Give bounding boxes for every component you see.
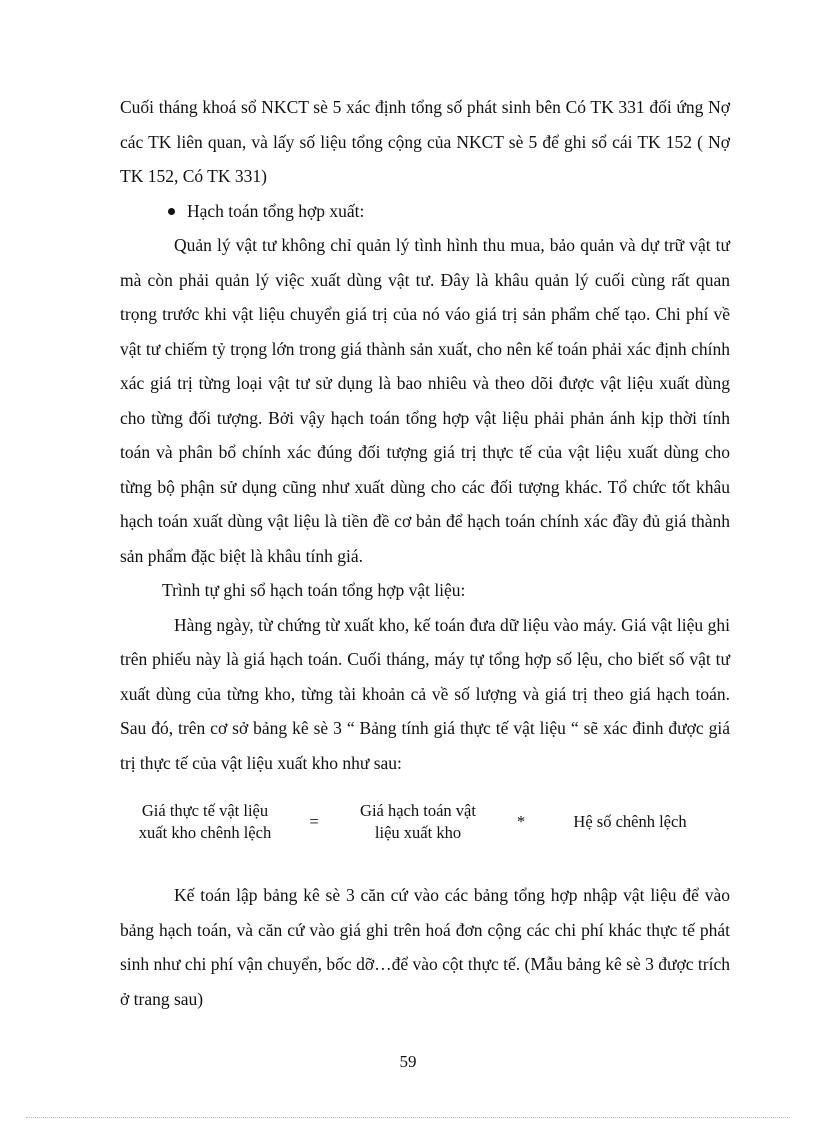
bullet-heading: Hạch toán tổng hợp xuất:	[187, 200, 365, 221]
valuation-formula	[120, 796, 730, 856]
bullet-icon	[168, 208, 175, 215]
paragraph-daily-process: Hàng ngày, từ chứng từ xuất kho, kế toán đưa dữ liệu vào máy. Giá vật liệu ghi trên phiếu này là giá hạch toán. Cuối tháng, máy tự tổng hợp số lệu, cho biết số vật tư xuất dùng của từng kho, từng tài khoản cả về số lượng và giá trị theo giá hạch toán. Sau đó, trên cơ sở bảng kê sè 3 “ Bảng tính giá thực tế vật liệu “ sẽ xác đinh được giá trị thực tế của vật liệu xuất kho như sau:	[120, 614, 730, 773]
formula-left-term	[120, 800, 290, 844]
bullet-item-issue-accounting	[120, 194, 730, 229]
paragraph-statement-3: Kế toán lập bảng kê sè 3 căn cứ vào các bảng tổng hợp nhập vật liệu để vào bảng hạch toán, và căn cứ vào giá ghi trên hoá đơn cộng các chi phí khác thực tế phát sinh như chi phí vận chuyển, bốc dỡ…để vào cột thực tế. (Mẫu bảng kê sè 3 được trích ở trang sau)	[120, 885, 730, 1009]
footer-divider	[26, 1117, 790, 1118]
formula-multiply-sign: *	[516, 812, 526, 831]
paragraph-material-management: Quản lý vật tư không chỉ quản lý tình hình thu mua, bảo quản và dự trữ vật tư mà còn phải quản lý việc xuất dùng vật tư. Đây là khâu quản lý cuối cùng rất quan trọng trước khi vật liệu chuyển giá trị của nó váo giá trị sản phẩm chế tạo. Chi phí về vật tư chiếm tỷ trọng lớn trong giá thành sản xuất, cho nên kế toán phải xác định chính xác giá trị từng loại vật tư sử dụng là bao nhiêu và theo dõi được vật liệu xuất dùng cho từng đối tượng. Bởi vậy hạch toán tổng hợp vật liệu phải phản ánh kịp thời tính toán và phân bổ chính xác đúng đối tượng giá trị thực tế của vật liệu xuất dùng cho từng bộ phận sử dụng cũng như xuất dùng cho các đối tượng khác. Tổ chức tốt khâu hạch toán xuất dùng vật liệu là tiền đề cơ bản để hạch toán chính xác đầy đủ giá thành sản phẩm đặc biệt là khâu tính giá.	[120, 235, 730, 566]
paragraph-nkct-closing: Cuối tháng khoá sổ NKCT sè 5 xác định tổng số phát sinh bên Có TK 331 đối ứng Nợ các TK liên quan, và lấy số liệu tổng cộng của NKCT sè 5 để ghi sổ cái TK 152 ( Nợ TK 152, Có TK 331)	[120, 97, 730, 186]
formula-left-line1: Giá thực tế vật liệu	[141, 801, 269, 820]
formula-right-term: Hệ số chênh lệch	[573, 812, 687, 831]
page-body	[120, 90, 730, 1016]
formula-middle-term	[332, 800, 504, 844]
formula-middle-line1: Giá hạch toán vật	[360, 801, 476, 820]
paragraph-procedure-heading: Trình tự ghi sổ hạch toán tổng hợp vật liệu:	[162, 580, 466, 600]
formula-equals-sign: =	[309, 812, 319, 831]
formula-middle-line2: liệu xuất kho	[374, 823, 462, 842]
page-number: 59	[399, 1052, 417, 1071]
formula-left-line2: xuất kho chênh lệch	[138, 823, 272, 842]
